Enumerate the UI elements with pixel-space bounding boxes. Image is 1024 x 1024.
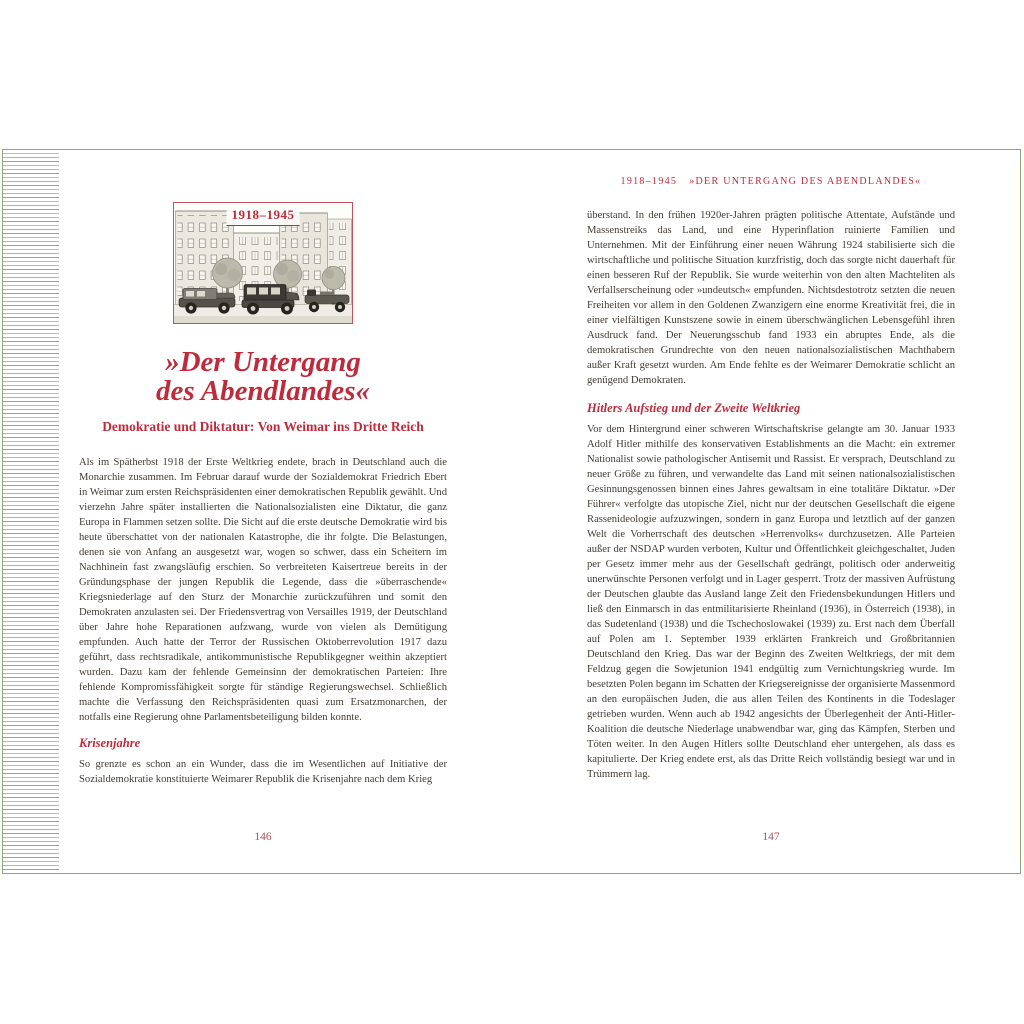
right-page bbox=[587, 150, 955, 873]
book-spread bbox=[2, 149, 1021, 874]
section-heading-hitlers-aufstieg: Hitlers Aufstieg und der Zweite Weltkrieg bbox=[587, 401, 801, 415]
right-page-paragraph-1: überstand. In den frühen 1920er-Jahren prägten politische Attentate, Aufstände und Massenstreiks das Land, und eine Hyperinflation ruinierte Familien und Unternehmen. Mit der Einführung einer neuen Währung 1924 stabilisierte sich die wirtschaftliche und politische Situation kurzfristig, doch das sorgte nicht dauerhaft für einen besseren Ruf der Republik. Sie wurde weiterhin von den alten Machteliten als Verfallserscheinung oder »undeutsch« empfunden. Nichtsdestotrotz setzten die neuen Freiheiten vor allem in den Goldenen Zwanzigern eine enorme Kreativität frei, die in einer vielfältigen Kunstszene sowie in einem überschwänglichen Lebensgefühl ihren Ausdruck fand. Der Neuerungsschub fand 1933 ein abruptes Ende, als die demokratischen Grundrechte von den neuen nationalsozialistischen Machthabern außer Kraft gesetzt wurden. Am Ende fehlte es der Weimarer Demokratie schlicht an genügend Demokraten. bbox=[587, 210, 955, 386]
page-number-left: 146 bbox=[254, 831, 272, 843]
chapter-subtitle: Demokratie und Diktatur: Von Weimar ins Dritte Reich bbox=[102, 419, 424, 434]
chapter-title bbox=[79, 348, 447, 406]
page-number-right: 147 bbox=[762, 831, 780, 843]
chapter-title-line2: des Abendlandes« bbox=[155, 375, 371, 407]
left-page-paragraph-2: So grenzte es schon an ein Wunder, dass die im Wesentlichen auf Initiative der Sozialdemokratie konstituierte Weimarer Republik die Krisenjahre nach dem Krieg bbox=[79, 759, 447, 785]
running-header-era: 1918–1945 bbox=[620, 176, 678, 187]
left-page-paragraph-1: Als im Spätherbst 1918 der Erste Weltkrieg endete, brach in Deutschland auch die Monarchie zusammen. Im Februar darauf wurde der Sozialdemokrat Friedrich Ebert in Weimar zum ersten Reichspräsidenten einer demokratischen Republik gewählt. Und vierzehn Jahre später installierten die Nationalsozialisten eine Diktatur, die ganz Europa in Flammen setzen sollte. Die Sicht auf die erste deutsche Demokratie wird bis heute überschattet von der nationalen Katastrophe, die ihr folgte. Die Belastungen, denen sie von Anfang an ausgesetzt war, wogen so schwer, dass ein Scheitern im Nachhinein fast zwangsläufig erschien. So verbreiteten Kaisertreue bereits in der Gründungsphase der jungen Republik die Legende, dass die »überraschende« Kriegsniederlage auf den Sturz der Monarchie zurückzuführen und somit den Demokraten anzulasten sei. Der Friedensvertrag von Versailles 1919, der Deutschland über Jahre hohe Reparationen aufzwang, wurde von vielen als Demütigung empfunden. Auch hatte der Terror der Russischen Oktoberrevolution 1917 dazu geführt, dass rechtsradikale, antikommunistische Republikgegner weithin akzeptiert wurden. Dazu kam der fehlende Gemeinsinn der demokratischen Parteien: Ihre fehlende Kompromissfähigkeit sorgte für ständige Regierungswechsel. Schließlich machte die Verfassung den Reichspräsidenten quasi zum Ersatzmonarchen, der notfalls eine Regierung ohne Parlamentsbeteiligung bilden konnte. bbox=[79, 457, 447, 723]
running-header bbox=[587, 176, 955, 187]
chapter-illustration bbox=[173, 202, 353, 324]
chapter-title-line1: »Der Untergang bbox=[165, 346, 361, 378]
running-header-title: »DER UNTERGANG DES ABENDLANDES« bbox=[689, 176, 922, 187]
section-heading-krisenjahre: Krisenjahre bbox=[79, 736, 141, 750]
left-page bbox=[79, 150, 447, 873]
era-label: 1918–1945 bbox=[227, 207, 300, 226]
right-page-paragraph-2: Vor dem Hintergrund einer schweren Wirtschaftskrise gelangte am 30. Januar 1933 Adolf Hitler mithilfe des konservativen Establishments an die Macht: ein extremer Nationalist sowie pathologischer Antisemit und Rassist. Er versprach, Deutschland zu neuer Größe zu führen, und verwandelte das Land mit seinen nationalsozialistischen Gesinnungsgenossen binnen eines Jahres gewaltsam in eine totalitäre Diktatur. »Der Führer« verfolgte das utopische Ziel, nicht nur der deutschen Gesellschaft die eigene Rassenideologie aufzuzwingen, sondern in ganz Europa und letztlich auf der ganzen Welt die Vorherrschaft des deutschen »Herrenvolks« durchzusetzen. Alle Parteien außer der NSDAP wurden verboten, Kultur und Öffentlichkeit gleichgeschaltet, Juden per Gesetz immer mehr aus der Gesellschaft gedrängt, politisch oder anderweitig unerwünschte Personen verfolgt und in Lager gesperrt. Trotz der massiven Aufrüstung der Deutschen glaubte das Ausland lange Zeit den Friedensbekundungen Hitlers und ließ den Einmarsch in das entmilitarisierte Rheinland (1936), in Österreich (1938), in das Sudetenland (1938) und die Tschechoslowakei (1939) zu. Erst nach dem Überfall auf Polen am 1. September 1939 erklärten Frankreich und Großbritannien Deutschland den Krieg. Das war der Beginn des Zweiten Weltkriegs, der mit dem Feldzug gegen die Sowjetunion 1941 endgültig zum Vernichtungskrieg wurde. Im besetzten Polen begann im Schatten der Kriegsereignisse der organisierte Massenmord an den europäischen Juden, die aus allen Teilen des Kontinents in die Todeslager getrieben wurden. Wenn auch ab 1942 angesichts der Überlegenheit der Anti-Hitler-Koalition die deutsche Niederlage unabwendbar war, ging das Kämpfen, Sterben und Töten weiter. In den Augen Hitlers sollte Deutschland eher untergehen, als dass es kapitulierte. Der Krieg endete erst, als das Dritte Reich vollständig besiegt war und in Trümmern lag. bbox=[587, 424, 955, 780]
page-edge-stripes bbox=[3, 150, 59, 873]
